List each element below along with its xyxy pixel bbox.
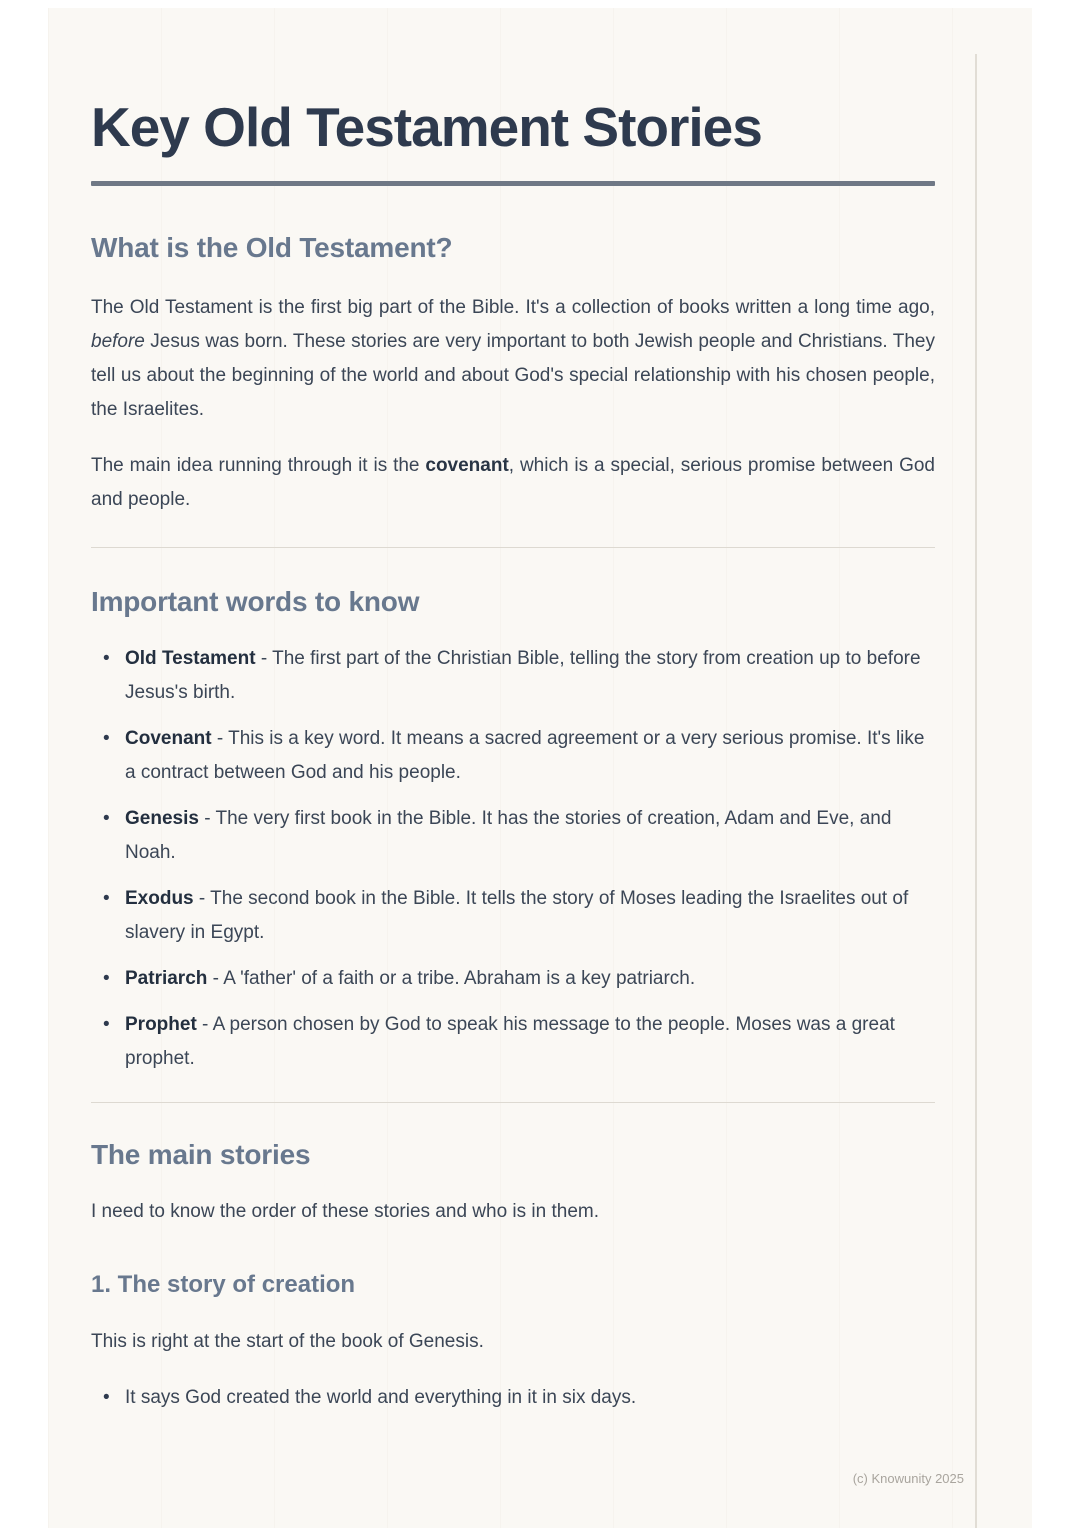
section-heading-main-stories: The main stories bbox=[91, 1139, 311, 1171]
term-label: Patriarch bbox=[125, 968, 208, 990]
term-desc: - The first part of the Christian Bible, telling the story from creation up to before Jesus's birth. bbox=[125, 648, 921, 704]
list-item bbox=[91, 1381, 935, 1415]
term-desc: - This is a key word. It means a sacred agreement or a very serious promise. It's like a contract between God and his people. bbox=[125, 728, 925, 784]
intro-paragraph-2-text-b: , which is a special, serious promise between God and people. bbox=[91, 454, 936, 510]
sub-heading-creation: 1. The story of creation bbox=[91, 1271, 356, 1299]
term-label: Prophet bbox=[125, 1014, 197, 1036]
vocab-list bbox=[91, 642, 935, 1076]
intro-paragraph-1-italic: before bbox=[91, 330, 145, 352]
section-heading-vocab: Important words to know bbox=[91, 585, 420, 617]
term-desc: - A person chosen by God to speak his message to the people. Moses was a great prophet. bbox=[125, 1014, 895, 1070]
intro-paragraph-1-text-b: Jesus was born. These stories are very important to both Jewish people and Christians. They tell us about the beginning of the world and about God's special relationship with his chosen people, the Israelites. bbox=[91, 330, 935, 420]
section-divider bbox=[91, 547, 935, 548]
intro-paragraph-1 bbox=[91, 291, 935, 427]
footer-credit: (c) Knowunity 2025 bbox=[852, 1471, 964, 1486]
section-divider bbox=[91, 1102, 935, 1103]
term-desc: - A 'father' of a faith or a tribe. Abraham is a key patriarch. bbox=[207, 968, 696, 990]
term-label: Exodus bbox=[125, 888, 194, 910]
creation-list bbox=[91, 1381, 935, 1415]
list-item bbox=[91, 722, 935, 790]
term-label: Covenant bbox=[125, 728, 212, 750]
section-heading-what-is: What is the Old Testament? bbox=[91, 232, 453, 264]
stories-intro-paragraph: I need to know the order of these stories and who is in them. bbox=[91, 1201, 600, 1223]
paper-background bbox=[48, 8, 1032, 1528]
paper-rule-line bbox=[975, 54, 977, 1528]
creation-paragraph: This is right at the start of the book of Genesis. bbox=[91, 1330, 484, 1352]
list-item bbox=[91, 882, 935, 950]
term-desc: - The very first book in the Bible. It has the stories of creation, Adam and Eve, and Noah. bbox=[125, 808, 892, 864]
term-desc: - The second book in the Bible. It tells the story of Moses leading the Israelites out of slavery in Egypt. bbox=[125, 888, 909, 944]
intro-paragraph-2-bold: covenant bbox=[425, 454, 509, 476]
list-item bbox=[91, 962, 935, 996]
title-underline bbox=[91, 181, 935, 186]
term-label: Genesis bbox=[125, 808, 199, 830]
list-item bbox=[91, 642, 935, 710]
page-title: Key Old Testament Stories bbox=[91, 96, 762, 158]
list-item bbox=[91, 802, 935, 870]
intro-paragraph-2-text-a: The main idea running through it is the bbox=[91, 454, 426, 476]
list-item bbox=[91, 1008, 935, 1076]
term-label: Old Testament bbox=[125, 648, 256, 670]
intro-paragraph-2 bbox=[91, 449, 935, 517]
creation-bullet-text: It says God created the world and everything in it in six days. bbox=[125, 1386, 637, 1408]
intro-paragraph-1-text-a: The Old Testament is the first big part of the Bible. It's a collection of books written a long time ago, bbox=[91, 296, 935, 318]
document-content bbox=[48, 8, 935, 1415]
